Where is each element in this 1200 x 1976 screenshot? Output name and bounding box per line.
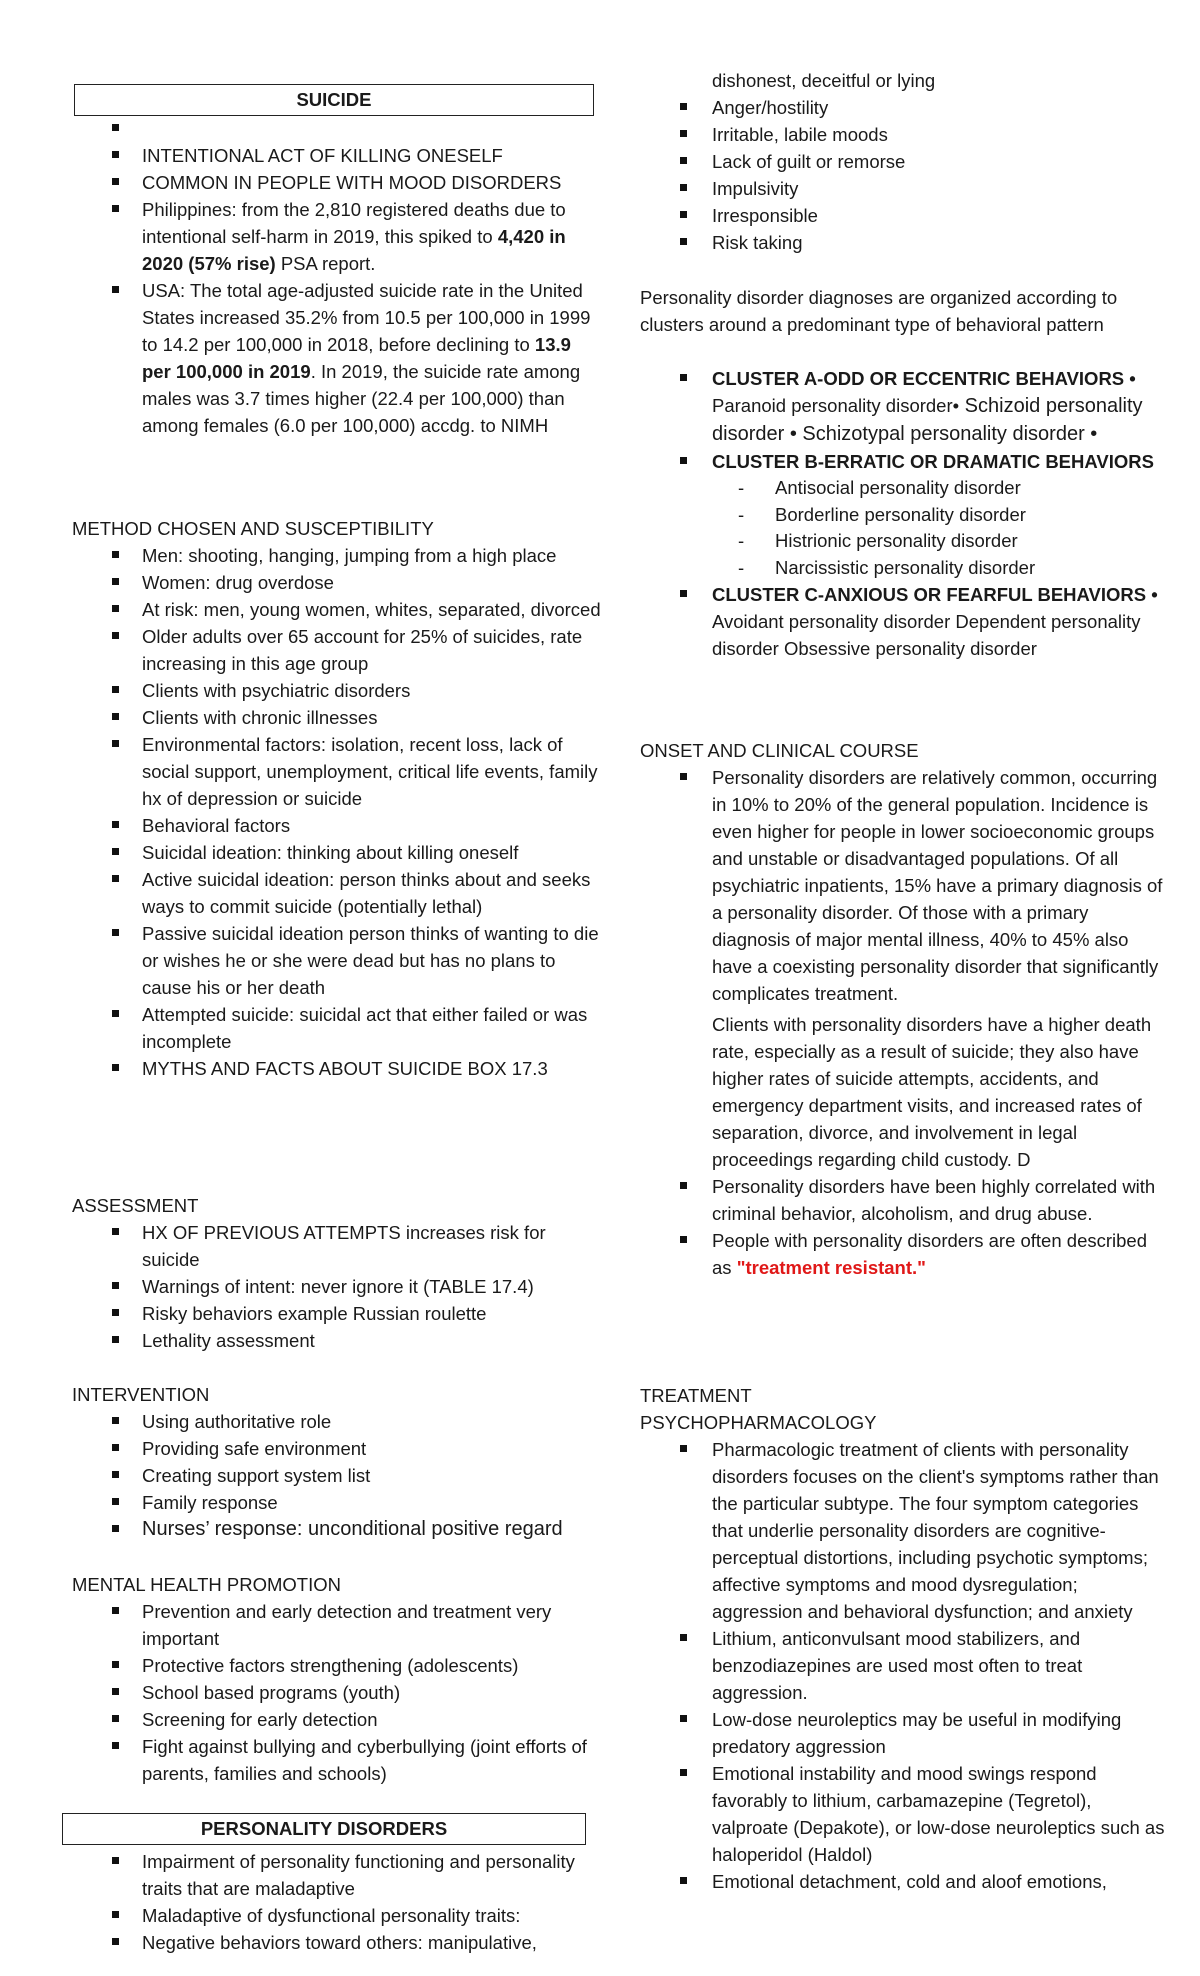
cluster-a-heading: CLUSTER A-ODD OR ECCENTRIC BEHAVIORS •: [712, 368, 1136, 389]
list-item: - Borderline personality disorder: [640, 502, 1170, 529]
treatment-resistant-highlight: "treatment resistant.": [736, 1257, 926, 1278]
list-item: Lithium, anticonvulsant mood stabilizers, and benzodiazepines are used most often to treat aggression.: [640, 1625, 1170, 1706]
list-item: Negative behaviors toward others: manipulative,: [72, 1929, 602, 1956]
list-item: - Histrionic personality disorder: [640, 528, 1170, 555]
cluster-a-item: [640, 365, 1170, 448]
list-item: Fight against bullying and cyberbullying (joint efforts of parents, families and schools): [72, 1733, 602, 1787]
suicide-section: [72, 115, 602, 439]
list-item: Lethality assessment: [72, 1327, 602, 1354]
philippines-source: PSA report.: [275, 253, 376, 274]
list-item: Irresponsible: [640, 202, 1170, 229]
list-item: Risk taking: [640, 229, 1170, 256]
cluster-c-disorders: Avoidant personality disorder Dependent personality disorder Obsessive personality disorder: [712, 611, 1141, 659]
promotion-title: MENTAL HEALTH PROMOTION: [72, 1574, 341, 1595]
intervention-section: [72, 1381, 602, 1543]
list-item: Nurses’ response: unconditional positive regard: [72, 1516, 602, 1543]
list-item: Clients with psychiatric disorders: [72, 677, 602, 704]
clusters-intro: Personality disorder diagnoses are organized according to clusters around a predominant type of behavioral pattern: [640, 287, 1118, 335]
list-item: Prevention and early detection and treatment very important: [72, 1598, 602, 1652]
suicide-bullet-usa: [72, 277, 602, 439]
list-item: Clients with chronic illnesses: [72, 704, 602, 731]
list-item: - Narcissistic personality disorder: [640, 555, 1170, 582]
list-item: Environmental factors: isolation, recent loss, lack of social support, unemployment, critical life events, family hx of depression or suicide: [72, 731, 602, 812]
list-item: - Antisocial personality disorder: [640, 475, 1170, 502]
cluster-c-heading: CLUSTER C-ANXIOUS OR FEARFUL BEHAVIORS •: [712, 584, 1158, 605]
list-item: Older adults over 65 account for 25% of suicides, rate increasing in this age group: [72, 623, 602, 677]
onset-item-resistant: [640, 1227, 1170, 1281]
list-item: Behavioral factors: [72, 812, 602, 839]
list-item: Family response: [72, 1489, 602, 1516]
suicide-bullet-definition: INTENTIONAL ACT OF KILLING ONESELF: [72, 142, 602, 169]
method-title: METHOD CHOSEN AND SUSCEPTIBILITY: [72, 518, 434, 539]
list-item: At risk: men, young women, whites, separated, divorced: [72, 596, 602, 623]
list-item: Using authoritative role: [72, 1408, 602, 1435]
prevalence-text: Personality disorders are relatively common, occurring in 10% to 20% of the general population. Incidence is even higher for people in lower socioeconomic groups and unstable or disadvantaged populations. Of all psychiatric inpatients, 15% have a primary diagnosis of a personality disorder. Of those with a primary diagnosis of major mental illness, 40% to 45% also have a coexisting personality disorder that significantly complicates treatment.: [712, 767, 1163, 1004]
list-item: Women: drug overdose: [72, 569, 602, 596]
intervention-title: INTERVENTION: [72, 1384, 210, 1405]
list-item: Creating support system list: [72, 1462, 602, 1489]
list-item: Low-dose neuroleptics may be useful in modifying predatory aggression: [640, 1706, 1170, 1760]
onset-item-prevalence: [640, 764, 1170, 1173]
philippines-text: Philippines: from the 2,810 registered deaths due to intentional self-harm in 2019, this spiked to: [142, 199, 566, 247]
usa-highlight: 13.9 per 100,000 in 2019: [142, 334, 571, 382]
list-item: Pharmacologic treatment of clients with personality disorders focuses on the client's symptoms rather than the particular subtype. The four symptom categories that underlie personality disorders are cognitive- perceptual distortions, including psychotic symptoms; affective symptoms and mood dysregulation; aggression and behavioral dysfunction; and anxiety: [640, 1436, 1170, 1625]
cluster-a-others: Schizoid personality disorder • Schizotypal personality disorder •: [712, 395, 1143, 445]
list-item: Maladaptive of dysfunctional personality traits:: [72, 1902, 602, 1929]
list-item: Anger/hostility: [640, 94, 1170, 121]
assessment-section: [72, 1192, 602, 1354]
clusters-section: [640, 284, 1170, 662]
list-item: Emotional instability and mood swings respond favorably to lithium, carbamazepine (Tegretol), valproate (Depakote), or low-dose neuroleptics such as haloperidol (Haldol): [640, 1760, 1170, 1868]
suicide-bullet-mood: COMMON IN PEOPLE WITH MOOD DISORDERS: [72, 169, 602, 196]
assessment-title: ASSESSMENT: [72, 1195, 199, 1216]
list-item: Men: shooting, hanging, jumping from a high place: [72, 542, 602, 569]
list-item: Lack of guilt or remorse: [640, 148, 1170, 175]
list-item: Impulsivity: [640, 175, 1170, 202]
list-item: Providing safe environment: [72, 1435, 602, 1462]
resistant-text: People with personality disorders are often described as: [712, 1230, 1147, 1278]
treatment-section: [640, 1382, 1170, 1895]
onset-section: [640, 737, 1170, 1281]
list-item: MYTHS AND FACTS ABOUT SUICIDE BOX 17.3: [72, 1055, 602, 1082]
list-item: Protective factors strengthening (adolescents): [72, 1652, 602, 1679]
list-item: Attempted suicide: suicidal act that either failed or was incomplete: [72, 1001, 602, 1055]
list-item: Passive suicidal ideation person thinks of wanting to die or wishes he or she were dead but has no plans to cause his or her death: [72, 920, 602, 1001]
treatment-title: TREATMENT: [640, 1385, 752, 1406]
method-section: [72, 515, 602, 1082]
suicide-title: SUICIDE: [74, 84, 594, 116]
promotion-section: [72, 1571, 602, 1787]
death-rate-text: Clients with personality disorders have a higher death rate, especially as a result of suicide; they also have higher rates of suicide attempts, accidents, and emergency department visits, and increased rates of separation, divorce, and involvement in legal proceedings regarding child custody. D: [712, 1014, 1152, 1170]
personality-section: [72, 1848, 602, 1956]
suicide-bullet-philippines: [72, 196, 602, 277]
usa-text: USA: The total age-adjusted suicide rate in the United States increased 35.2% from 10.5 per 100,000 in 1999 to 14.2 per 100,000 in 2018, before declining to: [142, 280, 591, 355]
cluster-a-paranoid: Paranoid personality disorder•: [712, 395, 960, 416]
list-item: HX OF PREVIOUS ATTEMPTS increases risk for suicide: [72, 1219, 602, 1273]
continuation-text: dishonest, deceitful or lying: [712, 70, 936, 91]
list-item: Personality disorders have been highly correlated with criminal behavior, alcoholism, and drug abuse.: [640, 1173, 1170, 1227]
list-item: Emotional detachment, cold and aloof emotions,: [640, 1868, 1170, 1895]
traits-continued: [640, 67, 1170, 256]
list-item: Warnings of intent: never ignore it (TABLE 17.4): [72, 1273, 602, 1300]
list-item: Screening for early detection: [72, 1706, 602, 1733]
cluster-b-item: [640, 448, 1170, 475]
list-item: Impairment of personality functioning and personality traits that are maladaptive: [72, 1848, 602, 1902]
list-item: Suicidal ideation: thinking about killing oneself: [72, 839, 602, 866]
list-item: Active suicidal ideation: person thinks about and seeks ways to commit suicide (potentially lethal): [72, 866, 602, 920]
list-item: School based programs (youth): [72, 1679, 602, 1706]
cluster-c-item: [640, 581, 1170, 662]
philippines-highlight: 4,420 in 2020 (57% rise): [142, 226, 566, 274]
personality-title: PERSONALITY DISORDERS: [62, 1813, 586, 1845]
list-item: Risky behaviors example Russian roulette: [72, 1300, 602, 1327]
treatment-subtitle: PSYCHOPHARMACOLOGY: [640, 1412, 877, 1433]
cluster-b-heading: CLUSTER B-ERRATIC OR DRAMATIC BEHAVIORS: [712, 451, 1154, 472]
onset-title: ONSET AND CLINICAL COURSE: [640, 740, 919, 761]
list-item: Irritable, labile moods: [640, 121, 1170, 148]
usa-source: . In 2019, the suicide rate among males was 3.7 times higher (22.4 per 100,000) than among females (6.0 per 100,000) accdg. to NIMH: [142, 361, 581, 436]
